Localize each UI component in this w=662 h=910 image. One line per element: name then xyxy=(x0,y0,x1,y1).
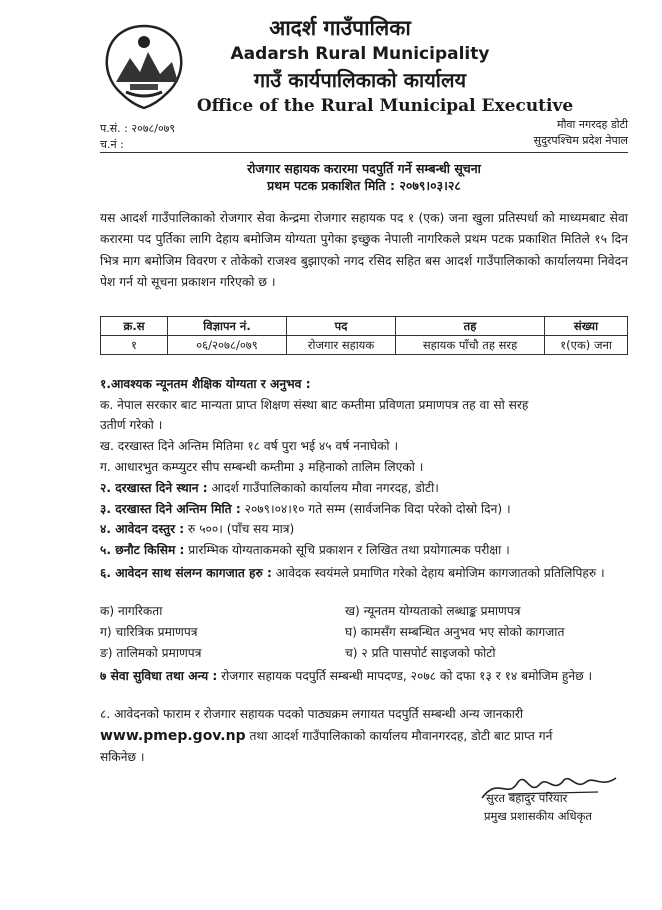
table-header-cell: तह xyxy=(396,317,545,336)
section-2-label: २. दरखास्त दिने स्थान : xyxy=(100,481,208,495)
qualification-c: ग. आधारभुत कम्प्युटर सीप सम्बन्धी कम्तीमा ३ महिनाको तालिम लिएको । xyxy=(100,460,424,474)
address-line-2: सुदुरपश्चिम प्रदेश नेपाल xyxy=(533,134,628,147)
notice-intro-paragraph: यस आदर्श गाउँपालिकाको रोजगार सेवा केन्द्रमा रोजगार सहायक पद १ (एक) जना खुला प्रतिस्पर्धा को माध्यमबाट सेवा करारमा पद पुर्तिका लागि देहाय बमोजिम योग्यता पुगेका इच्छुक नेपाली नागरिकले प्रथम पटक प्रकाशित मितिले १५ दिन भित्र माग बमोजिम विवरण र तोकेको राजश्व बुझाएको नगद रसिद सहित बस आदर्श गाउँपालिकाको कार्यालयमा निवेदन पेश गर्न यो सूचना प्रकाशन गरिएको छ । xyxy=(100,211,628,290)
table-cell: १(एक) जना xyxy=(545,336,628,355)
reference-number: प.सं. : २०७८/०७९ xyxy=(100,122,176,135)
address-line-1: मौवा नगरदह डोटी xyxy=(557,118,628,131)
section-6 xyxy=(100,563,628,583)
table-header-cell: संख्या xyxy=(545,317,628,336)
section-7-text: रोजगार सहायक पदपुर्ति सम्बन्धी मापदण्ड, २०७८ को दफा १३ र १४ बमोजिम हुनेछ । xyxy=(217,669,593,683)
section-5-label: ५. छनौट किसिम : xyxy=(100,543,185,557)
section-3-label: ३. दरखास्त दिने अन्तिम मिति : xyxy=(100,502,241,516)
section-5 xyxy=(100,542,628,559)
municipality-name-english: Aadarsh Rural Municipality xyxy=(230,44,490,64)
section-2 xyxy=(100,480,628,497)
pmep-website-link[interactable]: www.pmep.gov.np xyxy=(100,728,246,744)
section-6-label: ६. आवेदन साथ संलग्न कागजात हरु : xyxy=(100,566,272,580)
table-header-cell: पद xyxy=(287,317,396,336)
document-item: क) नागरिकता xyxy=(100,604,163,618)
table-cell: रोजगार सहायक xyxy=(287,336,396,355)
office-name-english: Office of the Rural Municipal Executive xyxy=(196,96,574,116)
notice-publish-date: प्रथम पटक प्रकाशित मिति : २०७९।०३।२८ xyxy=(267,178,461,193)
table-header-cell: क्र.स xyxy=(101,317,168,336)
section-2-text: आदर्श गाउँपालिकाको कार्यालय मौवा नगरदह, डोटी। xyxy=(207,481,439,495)
document-item: ग) चारित्रिक प्रमाणपत्र xyxy=(100,625,198,639)
table-cell: ०६/२०७८/०७९ xyxy=(168,336,287,355)
vacancy-table xyxy=(100,316,628,355)
qualification-a-line-1: क. नेपाल सरकार बाट मान्यता प्राप्त शिक्षण संस्था बाट कम्तीमा प्रविणता प्रमाणपत्र तह वा सो सरह xyxy=(100,398,529,412)
document-item: ङ) तालिमको प्रमाणपत्र xyxy=(100,646,202,660)
qualification-a-line-2: उतीर्ण गरेको । xyxy=(100,418,163,432)
document-item: ख) न्यूनतम योग्यताको लब्धाङ्क प्रमाणपत्र xyxy=(345,604,521,618)
qualification-b: ख. दरखास्त दिने अन्तिम मितिमा १८ वर्ष पुरा भई ४५ वर्ष ननाघेको । xyxy=(100,439,399,453)
signatory-name: सुरत बहादुर परियार xyxy=(486,791,568,805)
section-4 xyxy=(100,521,628,538)
section-4-label: ४. आवेदन दस्तुर : xyxy=(100,522,185,536)
address-block xyxy=(508,117,628,149)
signatory-designation: प्रमुख प्रशासकीय अधिकृत xyxy=(484,809,592,823)
document-item: घ) कामसँग सम्बन्धित अनुभव भए सोको कागजात xyxy=(345,625,565,639)
document-item: च) २ प्रति पासपोर्ट साइजको फोटो xyxy=(345,646,496,660)
table-row xyxy=(101,336,628,355)
municipality-name-nepali: आदर्श गाउँपालिका xyxy=(269,16,411,40)
table-cell: १ xyxy=(101,336,168,355)
section-8-line-2 xyxy=(100,726,628,746)
section-8-line-3: सकिनेछ । xyxy=(100,750,145,764)
section-7-label: ७ सेवा सुविधा तथा अन्य : xyxy=(100,669,218,683)
notice-title: रोजगार सहायक करारमा पदपुर्ति गर्ने सम्बन्धी सूचना xyxy=(247,161,481,176)
section-6-text: आवेदक स्वयंमले प्रमाणित गरेको देहाय बमोजिम कागजातको प्रतिलिपिहरु । xyxy=(271,566,605,580)
section-8-line-2-text: तथा आदर्श गाउँपालिकाको कार्यालय मौवानगरदह, डोटी बाट प्राप्त गर्न xyxy=(245,729,553,743)
header-divider xyxy=(100,152,628,153)
section-4-text: रु ५००। (पाँच सय मात्र) xyxy=(184,522,295,536)
table-header-row xyxy=(101,317,628,336)
reference-block xyxy=(100,121,175,153)
section-3 xyxy=(100,501,628,518)
section-8-line-1: ८. आवेदनको फाराम र रोजगार सहायक पदको पाठ्यक्रम लगायत पदपुर्ति सम्बन्धी अन्य जानकारी xyxy=(100,707,524,721)
table-header-cell: विज्ञापन नं. xyxy=(168,317,287,336)
table-cell: सहायक पाँचौ तह सरह xyxy=(396,336,545,355)
dispatch-number: च.नं : xyxy=(100,138,124,151)
section-5-text: प्रारम्भिक योग्यताकमको सूचि प्रकाशन र लिखित तथा प्रयोगात्मक परीक्षा । xyxy=(184,543,510,557)
section-3-text: २०७९।०४।१० गते सम्म (सार्वजनिक विदा परेको दोस्रो दिन) । xyxy=(240,502,511,516)
section-1-heading: १.आवश्यक न्यूनतम शैक्षिक योग्यता र अनुभव : xyxy=(100,377,311,391)
section-7 xyxy=(100,666,628,686)
office-name-nepali: गाउँ कार्यपालिकाको कार्यालय xyxy=(253,68,467,92)
